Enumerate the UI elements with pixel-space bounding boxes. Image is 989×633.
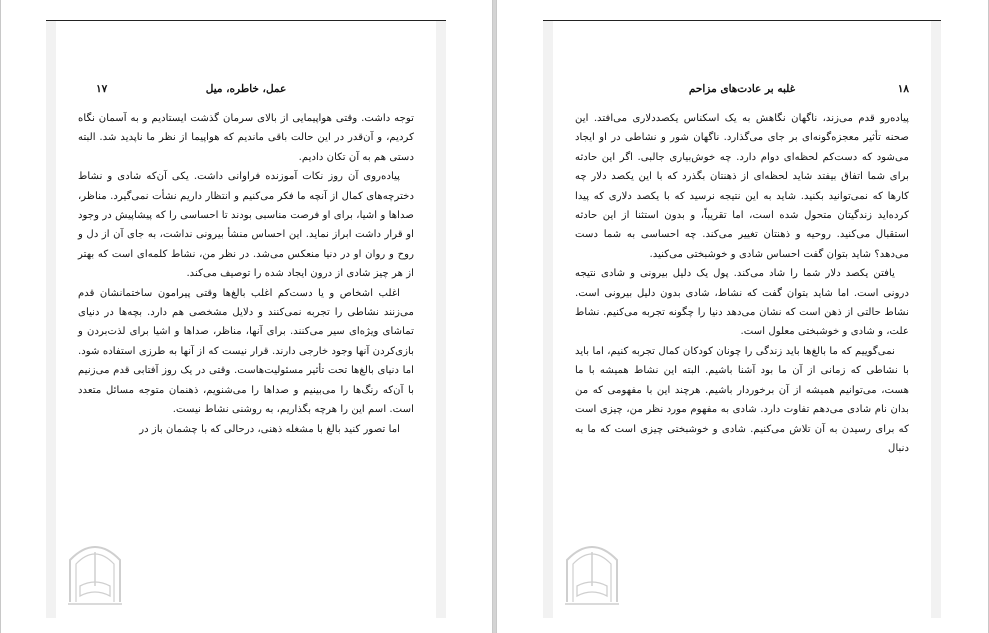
left-viewer-pane[interactable] — [0, 0, 493, 633]
left-page — [46, 20, 446, 618]
right-page-header — [553, 83, 931, 101]
paragraph: اما تصور کنید بالغ با مشغله ذهنی، درحالی که با چشمان باز در — [139, 423, 400, 435]
left-page-sheet — [56, 21, 436, 618]
paragraph: پیاده‌روی آن روز نکات آموزنده فراوانی داشت. یکی آن‌که شادی و نشاط دخترچه‌های کمال از آنچه ما فکر می‌کنیم و انتظار داریم نشأت نمی‌گیرد. مناظر، صداها و اشیا، برای او فرصت مناسبی بودند تا احساسی را که پیشاپیش در وجود او قرار داشت ابراز نماید. این احساس منشأ بیرونی نداشت، به جای آن از دل و روح و روان او در دنیا منعکس می‌شد. در نظر من، نشاط کلمه‌ای است که بهتر از هر چیز شادی از درون ایجاد شده را توصیف می‌کند. — [78, 171, 414, 280]
right-page-number: ۱۸ — [897, 83, 909, 95]
paragraph: یافتن یکصد دلار شما را شاد می‌کند. پول یک دلیل بیرونی و شادی نتیجه درونی است. اما شاید بتوان گفت که نشاط، شادی بدون دلیل بیرونی است. نشاط حالتی از ذهن است که نشان می‌دهد دنیا را چگونه تجربه می‌کنیم. نشاط علت، و شادی و خوشبختی معلول است. — [575, 268, 909, 338]
right-page — [543, 20, 941, 618]
left-page-header — [56, 83, 436, 101]
right-page-body — [575, 109, 909, 458]
right-viewer-pane[interactable] — [496, 0, 989, 633]
left-page-body — [78, 109, 414, 439]
left-page-number: ۱۷ — [96, 83, 108, 95]
paragraph: پیاده‌رو قدم می‌زند، ناگهان نگاهش به یک اسکناس یکصددلاری می‌افتد. این صحنه تأثیر معجزه‌گونه‌ای بر جای می‌گذارد. ناگهان شور و نشاطی در او ایجاد می‌شود که دست‌کم لحظه‌ای دوام دارد. چه خوش‌بیاری جالبی. اگر این حادثه برای شما اتفاق بیفتد شاید لحظه‌ای از ذهنتان بگذرد که با این یکصد دلار چه کارها که نمی‌توانید بکنید. شاید به این نتیجه نرسید که با یکصد دلاری که پیدا کرده‌اید زندگیتان متحول شده است، اما تقریباً، و بدون استثنا از این حادثه استقبال می‌کنید. روحیه و ذهنتان تغییر می‌کند. چه احساسی به شما دست می‌دهد؟ شاید بتوان گفت احساس شادی و خوشبختی می‌کنید. — [575, 113, 909, 260]
right-page-sheet — [553, 21, 931, 618]
right-running-title: غلبه بر عادت‌های مزاحم — [688, 83, 796, 95]
left-running-title: عمل، خاطره، میل — [205, 83, 287, 95]
library-seal-icon — [64, 530, 126, 610]
paragraph: نمی‌گوییم که ما بالغ‌ها باید زندگی را چونان کودکان کمال تجربه کنیم، اما باید با نشاطی که زمانی از آن ما بود آشنا باشیم. البته این نشاط همیشه با ما هست، می‌توانیم همیشه از آن برخوردار باشیم. هرچند این با مفهومی که من بدان نام شادی می‌دهم تفاوت دارد. شادی به مفهوم مورد نظر من، چیزی است که برای رسیدن به آن تلاش می‌کنیم. شادی و خوشبختی چیزی است که ما به دنبال — [575, 345, 909, 454]
paragraph: اغلب اشخاص و یا دست‌کم اغلب بالغ‌ها وقتی پیرامون ساختمانشان قدم می‌زنند نشاطی را تجربه نمی‌کنند و دلایل مشخصی هم دارد. بچه‌ها در دنیای تماشای ویژه‌ای سیر می‌کنند. برای آنها، مناظر، صداها و اشیا برای لذت‌بردن و بازی‌کردن آنها وجود خارجی دارند. قرار نیست که از آنها به طرزی استفاده شود. اما دنیای بالغ‌ها تحت تأثیر مسئولیت‌هاست. وقتی در یک روز آفتابی قدم می‌زنیم با آن‌که رنگ‌ها را می‌بینیم و صداها را می‌شنویم، ذهنمان متوجه مسائل متعدد است. اسم این را هرچه بگذاریم، به روشنی نشاط نیست. — [78, 287, 414, 416]
paragraph: توجه داشت. وقتی هواپیمایی از بالای سرمان گذشت ایستادیم و به آسمان نگاه کردیم، و آن‌قدر در این حالت باقی ماندیم که هواپیما از نظر ما ناپدید شد. البته دستی هم به آن تکان دادیم. — [78, 113, 414, 163]
library-seal-icon — [561, 530, 623, 610]
